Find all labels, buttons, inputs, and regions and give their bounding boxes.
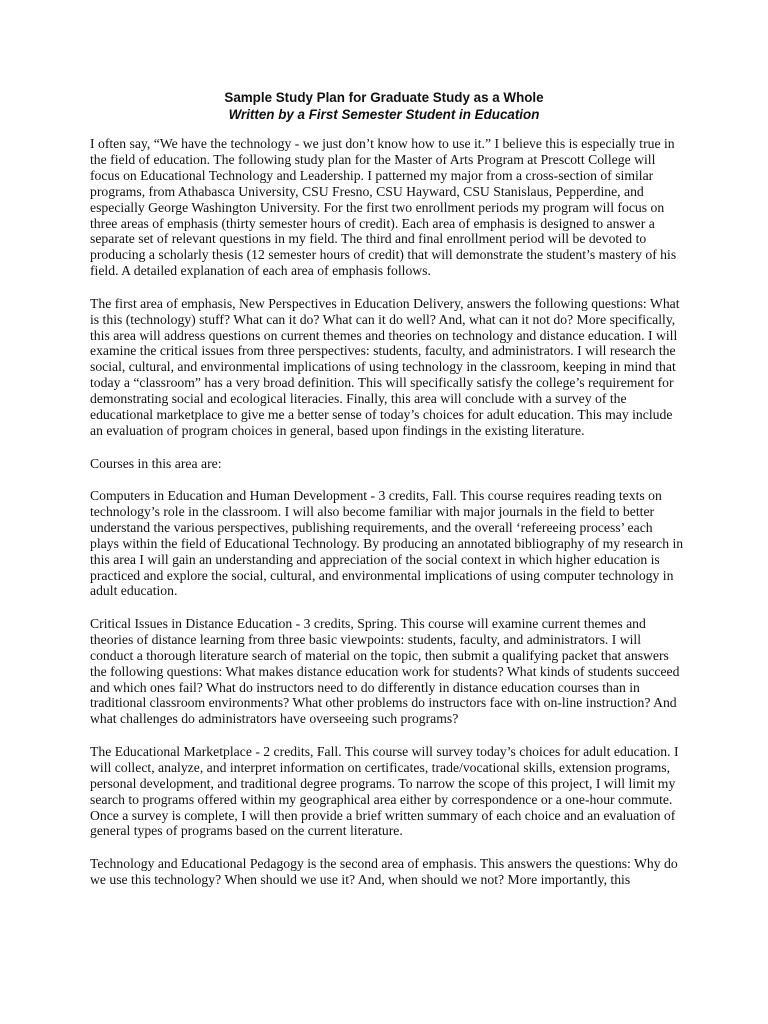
paragraph-course-marketplace: The Educational Marketplace - 2 credits, Fall. This course will survey today’s choices for adult education. I will collect, analyze, and interpret information on certificates, trade/vocational skills, extension programs, personal development, and traditional degree programs. To narrow the scope of this project, I will limit my search to programs offered within my geographical area either by correspondence or a one-hour commute. Once a survey is complete, I will then provide a brief written summary of each choice and an evaluation of general types of programs based on the current literature. <box>90 743 679 839</box>
paragraph-intro: I often say, “We have the technology - we just don’t know how to use it.” I believe this is especially true in the field of education. The following study plan for the Master of Arts Program at Prescott College will focus on Educational Technology and Leadership. I patterned my major from a cross-section of similar programs, from Athabasca University, CSU Fresno, CSU Hayward, CSU Stanislaus, Pepperdine, and especially George Washington University. For the first two enrollment periods my program will focus on three areas of emphasis (thirty semester hours of credit). Each area of emphasis is designed to answer a separate set of relevant questions in my field. The third and final enrollment period will be devoted to producing a scholarly thesis (12 semester hours of credit) that will demonstrate the student’s mastery of his field. A detailed explanation of each area of emphasis follows. <box>90 136 677 279</box>
paragraph-courses-heading: Courses in this area are: <box>90 455 222 471</box>
paragraph-course-computers: Computers in Education and Human Development - 3 credits, Fall. This course requires reading texts on technology’s role in the classroom. I will also become familiar with major journals in the field to better understand the various perspectives, publishing requirements, and the overall ‘refereeing process’ each plays within the field of Educational Technology. By producing an annotated bibliography of my research in this area I will gain an understanding and appreciation of the social context in which higher education is practiced and explore the social, cultural, and environmental implications of using computer technology in adult education. <box>90 488 684 599</box>
paragraph-course-critical-issues: Critical Issues in Distance Education - 3 credits, Spring. This course will examine current themes and theories of distance learning from three basic viewpoints: students, faculty, and administrators. I will conduct a thorough literature search of material on the topic, then submit a qualifying packet that answers the following questions: What makes distance education work for students? What kinds of students succeed and which ones fail? What do instructors need to do differently in distance education courses than in traditional classroom environments? What other problems do instructors face with on-line instruction? And what challenges do administrators have overseeing such programs? <box>90 615 680 727</box>
document-title: Sample Study Plan for Graduate Study as a Whole <box>224 90 544 105</box>
paragraph-first-area: The first area of emphasis, New Perspectives in Education Delivery, answers the following questions: What is this (technology) stuff? What can it do? What can it do well? And, what can it not do? More specifically, this area will address questions on current themes and theories on technology and distance education. I will examine the critical issues from three perspectives: students, faculty, and administrators. I will research the social, cultural, and environmental implications of using technology in the classroom, keeping in mind that today a “classroom” has a very broad definition. This will specifically satisfy the college’s requirement for demonstrating social and ecological literacies. Finally, this area will conclude with a survey of the educational marketplace to give me a better sense of today’s choices for adult education. This may include an evaluation of program choices in general, based upon findings in the existing literature. <box>90 295 680 438</box>
paragraph-second-area: Technology and Educational Pedagogy is the second area of emphasis. This answers the questions: Why do we use this technology? When should we use it? And, when should we not? More importantly, this <box>90 855 678 887</box>
document-subtitle: Written by a First Semester Student in Education <box>228 107 540 122</box>
document-body <box>90 136 684 904</box>
